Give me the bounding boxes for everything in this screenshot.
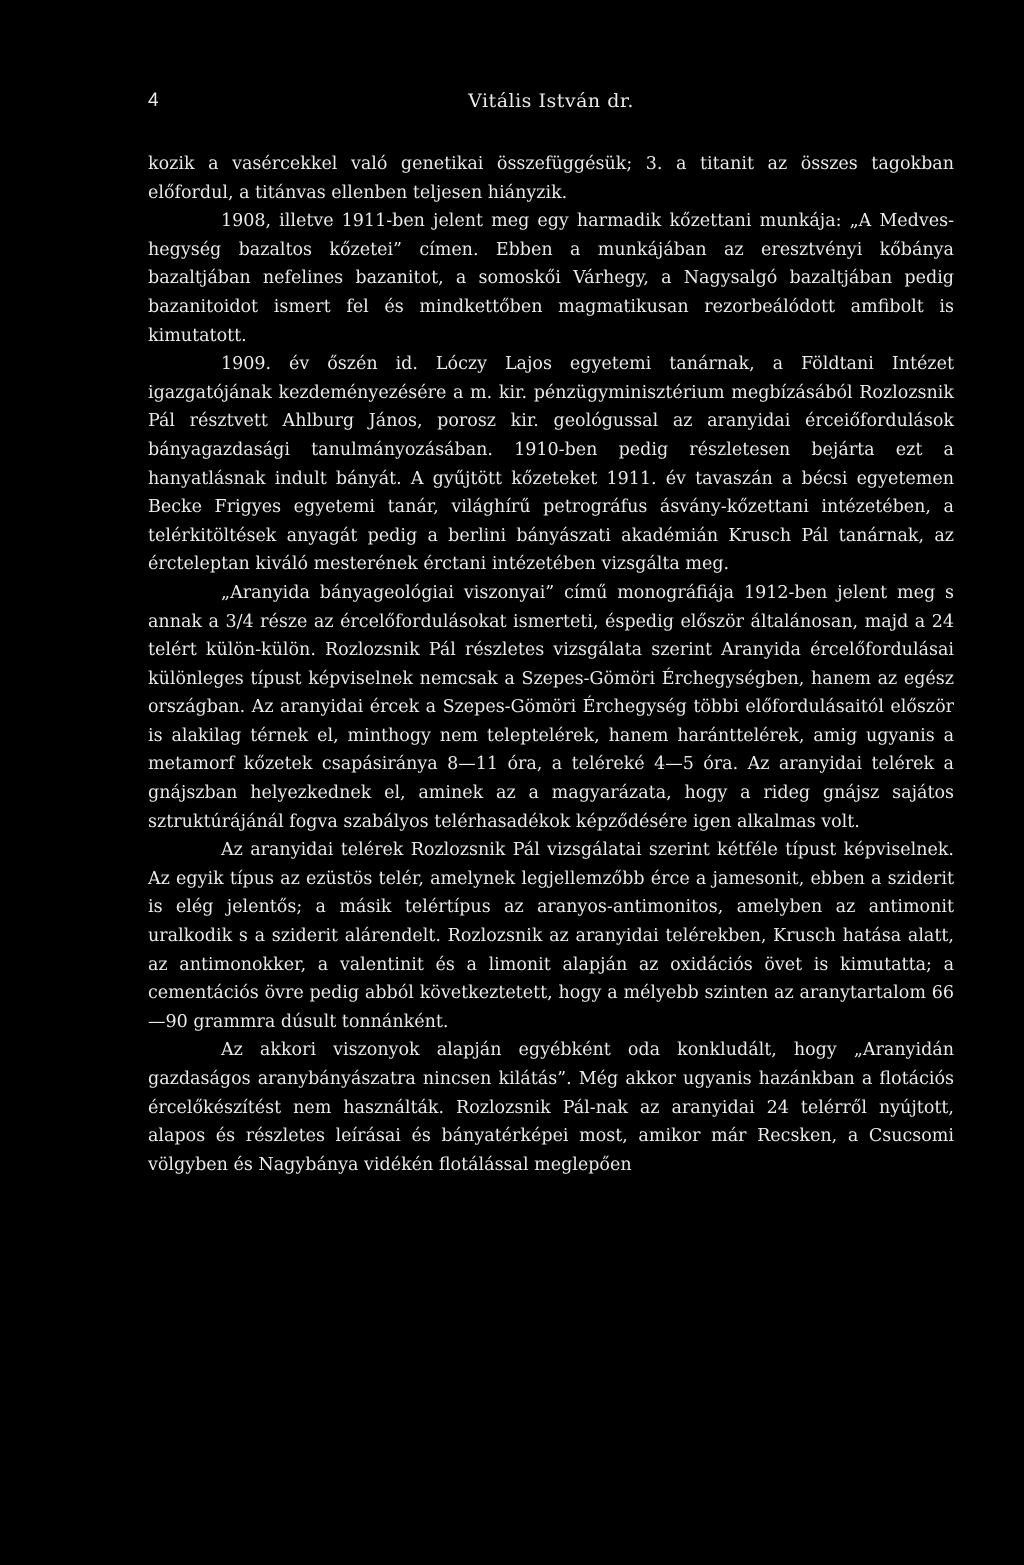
paragraph-conclusion: Az akkori viszonyok alapján egyébként oda konkludált, hogy „Aranyidán gazdaságos aranybányászatra nincsen kilátás”. Még akkor ugyanis hazánkban a flotációs ércelőkészítést nem használták. Rozlozsnik Pál-nak az aranyidai 24 telérről nyújtott, alapos és részletes leírásai és bányatérképei most, amikor már Recsken, a Csucsomi völgyben és Nagybánya vidékén flotálással meglepően	[148, 1040, 954, 1175]
paragraph-1909-aranyida-study: 1909. év őszén id. Lóczy Lajos egyetemi tanárnak, a Földtani Intézet igazgatójának kezdeményezésére a m. kir. pénzügyminisztérium megbízásából Rozlozsnik Pál résztvett Ahlburg János, porosz kir. geológussal az aranyidai érceiőfordulások bányagazdasági tanulmányozásában. 1910-ben pedig részletesen bejárta ezt a hanyatlásnak indult bányát. A gyűjtött kőzeteket 1911. év tavaszán a bécsi egyetemen Becke Frigyes egyetemi tanár, világhírű petrográfus ásvány-kőzettani intézetében, a telérkitöltések anyagát pedig a berlini bányászati akadémián Krusch Pál tanárnak, az ércteleptan kiváló mesterének érctani intézetében vizsgálta meg.	[148, 354, 954, 575]
paragraph-vein-types: Az aranyidai telérek Rozlozsnik Pál vizsgálatai szerint kétféle típust képviselnek. Az egyik típus az ezüstös telér, amelynek legjellemzőbb érce a jamesonit, ebben a sziderit is elég jelentős; a másik telértípus az aranyos-antimonitos, amelyben az antimonit uralkodik s a sziderit alárendelt. Rozlozsnik az aranyidai telérekben, Krusch hatása alatt, az antimonokker, a valentinit és a limonit alapján az oxidációs övet is kimutatta; a cementációs övre pedig abból következtetett, hogy a mélyebb szinten az aranytartalom 66—90 grammra dúsult tonnánként.	[148, 840, 954, 1032]
running-title: Vitális István dr.	[468, 90, 634, 112]
paragraph-medves-study: 1908, illetve 1911-ben jelent meg egy harmadik kőzettani munkája: „A Medves-hegység bazaltos kőzetei” címen. Ebben a munkájában az eresztvényi kőbánya bazaltjában nefelines bazanitot, a somoskői Várhegy, a Nagysalgó bazaltjában pedig bazanitoidot ismert fel és mindkettőben magmatikusan rezorbeálódott amfibolt is kimutatott.	[148, 211, 954, 346]
paragraph-continuation: kozik a vasércekkel való genetikai összefüggésük; 3. a titanit az összes tagokban előfordul, a titánvas ellenben teljesen hiányzik.	[148, 154, 954, 203]
paragraph-aranyida-monograph: „Aranyida bányageológiai viszonyai” című monográfiája 1912-ben jelent meg s annak a 3/4 része az ércelőfordulásokat ismerteti, éspedig először általánosan, majd a 24 telért külön-külön. Rozlozsnik Pál részletes vizsgálata szerint Aranyida ércelőfordulásai különleges típust képviselnek nemcsak a Szepes-Gömöri Érchegységben, hanem az egész országban. Az aranyidai ércek a Szepes-Gömöri Érchegység többi előfordulásaitól először is alakilag térnek el, minthogy nem teleptelérek, hanem haránttelérek, amig ugyanis a metamorf kőzetek csapásiránya 8—11 óra, a teléreké 4—5 óra. Az aranyidai telérek a gnájszban helyezkednek el, aminek az a magyarázata, hogy a rideg gnájsz sajátos sztruktúrájánál fogva szabályos telérhasadékok képződésére igen alkalmas volt.	[148, 582, 954, 832]
body-text	[148, 150, 954, 1179]
page-number: 4	[148, 90, 159, 111]
running-header	[148, 90, 954, 120]
